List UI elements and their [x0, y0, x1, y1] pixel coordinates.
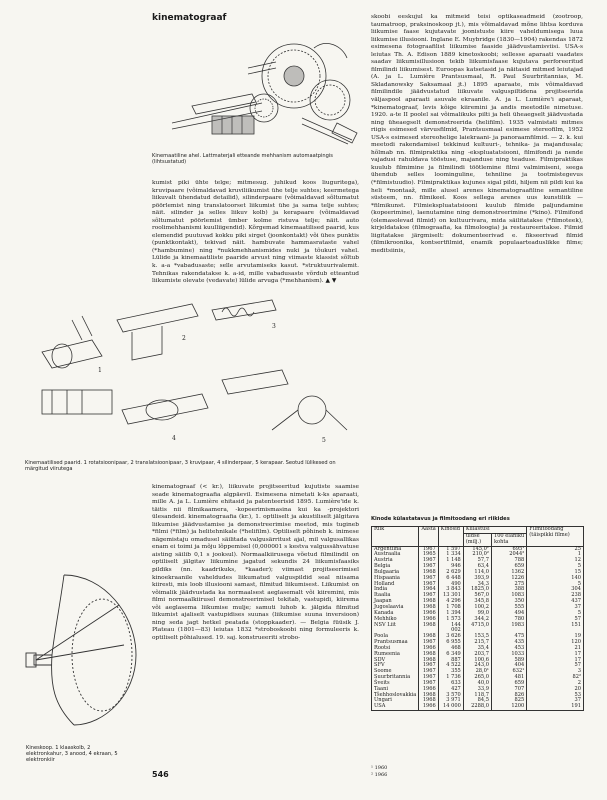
table-cell: 15: [527, 570, 584, 576]
table-cell: NSV Liit: [372, 623, 419, 635]
table-cell: 99,0: [463, 611, 491, 617]
table-cell: Suurbritannia: [372, 675, 419, 681]
table-cell: 567,0: [463, 593, 491, 599]
table-cell: 17: [527, 652, 584, 658]
table-cell: Soome: [372, 669, 419, 675]
table-cell: 238: [527, 593, 584, 599]
table-cell: 2: [527, 681, 584, 687]
table-cell: 1967: [419, 675, 438, 681]
table-cell: Austraalia: [372, 552, 419, 558]
table-cell: 21: [527, 646, 584, 652]
kinescope-figure: [24, 565, 152, 741]
table-cell: 1967: [419, 640, 438, 646]
table-cell: 37: [527, 605, 584, 611]
table-cell: 1968: [419, 599, 438, 605]
table-cell: 153,5: [463, 634, 491, 640]
table-cell: India: [372, 587, 419, 593]
table-cell: 12: [527, 558, 584, 564]
table-cell: 84,5: [463, 698, 491, 704]
table-cell: 825: [491, 698, 526, 704]
table-cell: 4715,0: [463, 623, 491, 635]
table-cell: 100,2: [463, 605, 491, 611]
pair-label-5: 5: [322, 437, 326, 444]
table-cell: 946: [438, 564, 463, 570]
table-cell: 1967: [419, 564, 438, 570]
table-cell: 28,0¹: [463, 669, 491, 675]
table-cell: 1968: [419, 693, 438, 699]
table-cell: 494: [491, 611, 526, 617]
table-cell: 1 394: [438, 611, 463, 617]
table-cell: 393,9: [463, 576, 491, 582]
table-cell: 1967: [419, 681, 438, 687]
table-cell: 1 708: [438, 605, 463, 611]
table-cell: 120: [527, 640, 584, 646]
table-cell: 1967: [419, 593, 438, 599]
table-cell: 345,8: [463, 599, 491, 605]
table-cell: 63,4: [463, 564, 491, 570]
table-cell: 1: [527, 552, 584, 558]
table-cell: Kanada: [372, 611, 419, 617]
table-cell: 1965: [419, 552, 438, 558]
table-cell: 34,3: [463, 582, 491, 588]
table-cell: 53: [527, 693, 584, 699]
table-cell: 82²: [527, 675, 584, 681]
kinematic-pairs-figure: [22, 260, 357, 458]
table-cell: 3 626: [438, 634, 463, 640]
table-cell: 35,4: [463, 646, 491, 652]
table-cell: 3 843: [438, 587, 463, 593]
table-cell: 887: [438, 658, 463, 664]
table-cell: 707: [491, 687, 526, 693]
table-cell: 1967: [419, 546, 438, 552]
table-cell: 1968: [419, 570, 438, 576]
column-header-production: Filmitoodang (täispikki filme): [527, 527, 584, 547]
table-cell: Tšehhoslovakkia: [372, 693, 419, 699]
figure-caption-kinescope: Kineskoop. 1 klaaskolb, 2 elektronkahur, 3 anood, 4 ekraan, 5 elektronkiir: [26, 745, 118, 764]
table-cell: 203,7: [463, 652, 491, 658]
table-cell: Rootsi: [372, 646, 419, 652]
table-cell: 350: [491, 599, 526, 605]
table-cell: 20: [527, 687, 584, 693]
table-cell: 1968: [419, 623, 438, 635]
table-cell: 5: [527, 582, 584, 588]
column-header-visits: Külastusi: [463, 527, 526, 534]
table-cell: 1966: [419, 687, 438, 693]
table-cell: 40,0: [463, 681, 491, 687]
text-column-left-bottom: [152, 484, 359, 642]
table-cell: SDV: [372, 658, 419, 664]
table-cell: 25: [527, 546, 584, 552]
text-column-right: [371, 14, 583, 256]
table-cell: 659: [491, 681, 526, 687]
table-cell: 1966: [419, 617, 438, 623]
table-cell: Holland: [372, 582, 419, 588]
table-cell: 1967: [419, 669, 438, 675]
column-header-year: Aasta: [419, 527, 438, 547]
table-cell: 4 522: [438, 663, 463, 669]
table-cell: 1362: [491, 570, 526, 576]
table-cell: 19: [527, 634, 584, 640]
table-cell: 1 573: [438, 617, 463, 623]
table-body: [372, 546, 584, 711]
cinema-stats-table: [371, 526, 584, 711]
table-cell: 437: [527, 599, 584, 605]
table-cell: 304: [527, 587, 584, 593]
table-cell: 1083: [491, 593, 526, 599]
table-cell: 1200: [491, 704, 526, 710]
table-cell: 5: [527, 564, 584, 570]
table-cell: 3 971: [438, 698, 463, 704]
table-cell: Argentiina: [372, 546, 419, 552]
column-header-visits-per100: 100 elaniku kohta: [491, 533, 526, 546]
table-cell: 1 334: [438, 552, 463, 558]
table-cell: 589: [491, 658, 526, 664]
table-cell: 191: [527, 704, 584, 710]
table-cell: 14 000: [438, 704, 463, 710]
table-cell: 1966: [419, 611, 438, 617]
table-cell: 1 736: [438, 675, 463, 681]
table-cell: 145,0¹: [463, 546, 491, 552]
table-cell: 1983: [491, 623, 526, 635]
table-cell: 490: [438, 582, 463, 588]
figure-caption-kinematic-chain: Kinemaatiline ahel. Lattmaterjali etteande mehhanism automaatpingis (lihtsustatud): [152, 153, 333, 166]
table-cell: 780: [491, 617, 526, 623]
table-cell: 1 597: [438, 546, 463, 552]
table-cell: Taani: [372, 687, 419, 693]
table-cell: 275: [491, 582, 526, 588]
table-cell: 2 629: [438, 570, 463, 576]
table-title: Kinode külastatavus ja filmitoodang eri riikides: [371, 516, 510, 522]
table-cell: 453: [491, 646, 526, 652]
table-cell: 3 570: [438, 693, 463, 699]
table-footnote-1: ¹ 1960: [371, 765, 388, 771]
table-cell: 3: [527, 669, 584, 675]
table-cell: 1825,0: [463, 587, 491, 593]
table-cell: 2044²: [491, 552, 526, 558]
table-cell: Belgia: [372, 564, 419, 570]
table-cell: 1966: [419, 646, 438, 652]
table-cell: 632¹: [491, 669, 526, 675]
table-cell: 265,0: [463, 675, 491, 681]
page-number: 546: [152, 770, 169, 779]
table-cell: 1964: [419, 587, 438, 593]
table-cell: 210,0²: [463, 552, 491, 558]
table-cell: Mehhiko: [372, 617, 419, 623]
table-cell: 1967: [419, 582, 438, 588]
table-cell: Hispaania: [372, 576, 419, 582]
table-cell: 151: [527, 623, 584, 635]
gear-mechanism-figure: [152, 28, 362, 152]
table-cell: 2288,0: [463, 704, 491, 710]
table-cell: Rumeenia: [372, 652, 419, 658]
table-cell: 355: [438, 669, 463, 675]
table-cell: 243,0: [463, 663, 491, 669]
table-cell: 388: [491, 587, 526, 593]
table-cell: 17: [527, 658, 584, 664]
table-cell: 13 301: [438, 593, 463, 599]
table-cell: 1968: [419, 658, 438, 664]
table-cell: 475: [491, 634, 526, 640]
column-header-visits-total: üldse (milj.): [463, 533, 491, 546]
table-cell: 57: [527, 617, 584, 623]
table-cell: 695¹: [491, 546, 526, 552]
table-cell: Austria: [372, 558, 419, 564]
figure-caption-kinematic-pairs: Kinemaatilised paarid. 1 rotatsioonipaar, 2 translatsioonipaar, 3 kruvipaar, 4 silinderpaar, 5 kerapaar. Seotud lülikesed on märgitud viirutega: [25, 460, 336, 473]
column-header-country: Riik: [372, 527, 419, 547]
table-cell: 118,7: [463, 693, 491, 699]
table-cell: Itaalia: [372, 593, 419, 599]
pair-label-2: 2: [182, 335, 186, 342]
table-cell: SFV: [372, 663, 419, 669]
pair-label-1: 1: [98, 367, 102, 374]
table-cell: 1968: [419, 634, 438, 640]
table-cell: 1968: [419, 652, 438, 658]
table-cell: 1 148: [438, 558, 463, 564]
table-cell: 1967: [419, 576, 438, 582]
table-cell: 5: [527, 611, 584, 617]
table-cell: 100,6: [463, 658, 491, 664]
table-cell: 215,7: [463, 640, 491, 646]
pair-label-3: 3: [272, 323, 276, 330]
table-cell: 1033: [491, 652, 526, 658]
paragraph-film-history: skoobi eeskujul ka mitmeid teisi optikaseadmeid (zootroop, taumatroop, praksinoskoop jt.), mis võimaldavad mõne lihtsa korduva liikumise faase kujutavate joonistuste kiire vaheldumisega luua liikumise illusiooni. Inglane E. Muybridge (1830—1904) rakendas 1872 esimesena fotograafilist liikumise faaside jäädvustamisviisi. USA-s leiutas Th. A. Edison 1889 kinetoskoobi; sellesse aparaati vaadates saadav liikumisillusioon tekib liikumisfaase kujutava perforeeritud filmilindi liikumisest. Euroopas katsetasid ja näitasid mitmed leiutajad (A. ja L. Lumière Prantsusmaal, R. Paul Suurbritannias, M. Skladanowsky Saksamaal jt.) 1895 aparaate, mis võimaldavad filmilindile jäädvustatud liikuvate valguspiltidena projitseerida väljaspool aparaati asuvale ekraanile. A. ja L. Lumière'i aparaat, *kinematograaf, levis kõige kiiremini ja andis meetodile nimetuse. 1920. a-te II poolel sai võimalikuks pilti ja heli üheaegselt jäädvustada ning üheaegselt demonstreerida (helifilm). 1935 valmistati mitmes riigis esimesed värvusfilmid, Prantsusmaal esimese stereofilm, 1952 USA-s esimesed stereohelige laiekraani- ja panoraamfilmid. — 2. k. kui meetodi rakendamisel tekkinud kultuuri-, tehnika- ja majandusala; hõlmab nn. filmipraktika ning -ekspluatatsiooni, filmifondi ja nende vajadusi rahuldava tööstuse, majanduse ning teaduse. Filmipraktikas kuulub filmimine ja filmilindi töötlemine filmi valmimiseni, seega ühendub selles loominguline, tehniline ja tootmistegevus (*filmistuudio). Filmipraktikas kujunes sigal pildi, hiljem nii pildi kui ka heli *montaaž, mille alusel arenes kinematograafiline semantiline süsteem, nn. filmikeel. Koos sellega arenes uus kunstiliik — *filmikunst. Filmiekspluatatsiooni kuulub filmide paljundamine (kopeerimine), laenutamine ning demonstreerimine (*kino). Filmifond (olemasolevad filmid) on kultuurivara, mida säilitatakse (*filmoteek), kirjeldatakse (filmograafia, ka filmoloogia) ja restaureeritakse. Filmid liigitatakse järgmiselt: dokumenteerivad e. fikseerivad filmid (filmikroonika, kontsertfilmid, enamik populaarteaduslikke filme; meditsiinis,: [371, 14, 583, 254]
table-cell: USA: [372, 704, 419, 710]
table-cell: 37: [527, 698, 584, 704]
table-cell: Poola: [372, 634, 419, 640]
table-cell: 555: [491, 605, 526, 611]
table-cell: 114,0: [463, 570, 491, 576]
table-cell: Prantsusmaa: [372, 640, 419, 646]
table-cell: 1226: [491, 576, 526, 582]
table-cell: 140: [527, 576, 584, 582]
table-footnote-2: ² 1966: [371, 772, 388, 778]
table-cell: 6 349: [438, 652, 463, 658]
table-cell: 4 296: [438, 599, 463, 605]
table-cell: 481: [491, 675, 526, 681]
table-cell: 57: [527, 663, 584, 669]
table-cell: 57,7: [463, 558, 491, 564]
table-cell: 427: [438, 687, 463, 693]
paragraph-kinematic-pairs: kumist piki ühte telge; mitmesug. juhikud koos liuguritega), kruvipaare (võimaldavad kruviliikumist ühe telje suhtes; keermetega liikuvalt ühendatud detailid), silinderpaare (võimaldavad sõltumatut pöörlemist ning translatoorset liikumist ühe ja sama telje suhtes; näit. silinder ja selles liikuv kolb) ja kerapaare (võimaldavad sõltumatut pöörlemist ümber kolme ristuva telje; näit. auto roolimehhanismi kuulliigendid). Kõrgemad kinemaatilised paarid, kus elemendid puutuvad kokku piki sirget (joonkontakt) või ühes punktis (punktkontakt), tekivad näit. hambuvate hammasrataste vahel (*hambumine) ning *nukkmehhanismides nuki ja tõukuri vahel. Lülide ja kinemaatiliste paaride arvust ning viimaste klassist sõltub k. a-a *vabadusaste; selle arvutamiseks kasut. *struktuurivalemit. Tehnikas rakendatakse k. a-id, mille vabadusaste võrdub etteantud liikumiste olevate (vedavate) lülide arvuga (*mehhanism). ▲ ▼: [152, 180, 359, 285]
column-header-cinemas: Kinosid: [438, 527, 463, 547]
table-cell: 6 448: [438, 576, 463, 582]
table-cell: Jugoslaavia: [372, 605, 419, 611]
table-cell: 1966: [419, 704, 438, 710]
table-cell: 33,9: [463, 687, 491, 693]
table-cell: 633: [438, 681, 463, 687]
table-cell: 1968: [419, 698, 438, 704]
table-cell: 344,2: [463, 617, 491, 623]
table-cell: 826: [491, 693, 526, 699]
table-cell: 1967: [419, 663, 438, 669]
pair-label-4: 4: [172, 435, 176, 442]
table-cell: 468: [438, 646, 463, 652]
table-cell: 6 955: [438, 640, 463, 646]
table-cell: 144 002: [438, 623, 463, 635]
table-cell: Ungari: [372, 698, 419, 704]
table-cell: Jaapan: [372, 599, 419, 605]
page-header: kinematograaf: [152, 13, 227, 23]
table-cell: 1968: [419, 605, 438, 611]
table-cell: Bulgaaria: [372, 570, 419, 576]
table-cell: 1967: [419, 558, 438, 564]
paragraph-kinematograaf: kinematograaf (< kr.), liikuvate projitseeritud kujutiste saamise seade kinematograafia algpäevil. Esimesena nimetati k-ks aparaati, mille A. ja L. Lumière ehitasid ja patenteerisid 1895. Lumière'ide k. täitis nii filmikaamera, -kopeerimismasina kui ka -projektori ülesandeid. kinematograafia (kr.), 1. optiliselt ja akustiliselt jälgitava liikumise jäädvustamise ja demonstreerimise meetod, mis tugineb *filmi (*film) ja helitehnikale (*helifilm). Optiliselt põhineb k. inimese nägemistaju omadusel säilitada valgusärritust ajal, mil valgusallikas enam ei toimi ja mõju lõppemisel (0,000001 s kestva valgussähvatuse aisting säilib 0,1 s jooksul). Normaalkiirusega võetud filmilindil on optiliselt jälgitav liikumine jagatud sekundis 24 liikumisfaasiks pildiks (nn. kaadrikuks, *kaader); viimast projitseerimisel kinoekraanile vaheldudes liikumatud valguspildid seal niisama kiiresti, mis loob illusiooni samast, filmitud liikumisest. Liikumist on võimalik jäädvustada ka normaalsest aeglasemalt või kiiremini, mis filmi normaalkiirusel demonstreerimisel tekitab, vastupidi, kiirema või aeglasema liikumise mulje; samuti luhob k. jälgida filmitud liikumist ajaliselt vastupidises suunas (liikumise suuna inversioon) ning seda jagt hetkel peatada (stoppkaader). — Belgia füüsik J. Plateau (1801—83) leiutas 1832 *stroboskoobi ning formuleeris k. optiliselt põhialused. 19. saj. konstrueeriti strobo-: [152, 484, 359, 641]
table-cell: 659: [491, 564, 526, 570]
table-cell: 435: [491, 640, 526, 646]
table-cell: 788: [491, 558, 526, 564]
table-row: [372, 704, 584, 710]
table-cell: 404: [491, 663, 526, 669]
table-cell: Šveits: [372, 681, 419, 687]
